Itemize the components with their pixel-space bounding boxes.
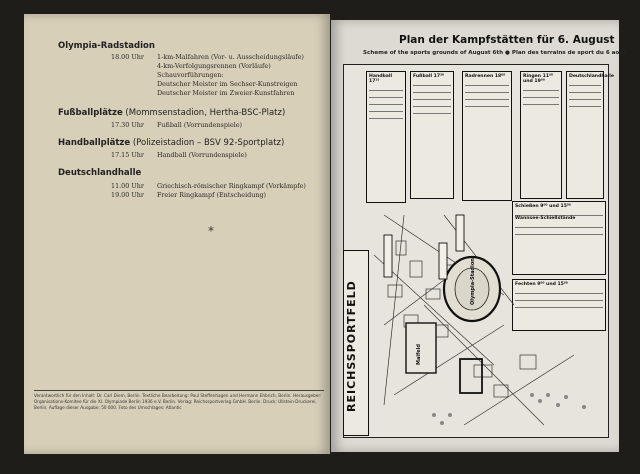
imprint-text: Verantwortlich für den Inhalt: Dr. Carl Diem, Berlin. Textliche Bearbeitung: Paul Steffenhagen und Hermann Ehbrich, Berlin. Herausgeber: Organisations-Komitee für die XI. Olympiade Berlin 1936 e.V. Berlin. Verlag: Reichssportverlag GmbH. Berlin. Druck: Ullstein-Druckerei, Berlin. Auflage dieser Ausgabe: 50 000. Foto des Umschlages: Atlantic <box>34 393 322 410</box>
map-box-radrennen: Radrennen 18⁰⁰ <box>462 71 512 201</box>
event-line: 1-km-Malfahren (Vor- u. Ausscheidungsläufe) <box>157 53 304 61</box>
event-time: 17.30 Uhr <box>111 121 144 129</box>
venue-title: Fußballplätze (Mommsenstadion, Hertha-BSC-Platz) <box>58 108 286 118</box>
event-line: Handball (Vorrundenspiele) <box>157 151 247 159</box>
map-box-ringen: Ringen 11⁰⁰ und 19⁰⁰ <box>520 71 562 199</box>
event-time: 11.00 Uhr <box>111 182 144 190</box>
event-line: Deutscher Meister im Zweier-Kunstfahren <box>157 89 295 97</box>
venue-title: Deutschlandhalle <box>58 168 142 178</box>
event-time: 19.00 Uhr <box>111 191 144 199</box>
left-page <box>24 14 330 454</box>
event-time: 18.00 Uhr <box>111 53 144 61</box>
asterisk-ornament: * <box>208 224 214 238</box>
event-line: Griechisch-römischer Ringkampf (Vorkämpfe) <box>157 182 306 190</box>
reichssportfeld-label: REICHSSPORTFELD <box>345 280 358 412</box>
event-line: Freier Ringkampf (Entscheidung) <box>157 191 267 199</box>
site-plan-drawing <box>344 65 610 439</box>
footer-divider <box>34 390 324 391</box>
map-box-fussball: Fußball 17³⁰ <box>410 71 454 199</box>
map-box-schiessen: Schießen 9⁰⁰ und 15⁰⁰ Wannsee-Schießstände <box>512 201 606 275</box>
maifeld-label: Maifeld <box>416 344 422 365</box>
map-box-deutschlandhalle: Deutschlandhalle <box>566 71 604 199</box>
venue-title: Handballplätze (Polizeistadion – BSV 92-Sportplatz) <box>58 138 285 148</box>
event-line: 4-km-Verfolgungsrennen (Vorläufe) <box>157 62 271 70</box>
venue-title: Olympia-Radstadion <box>58 41 155 51</box>
sports-grounds-map <box>343 64 614 438</box>
map-box-fechten: Fechten 9⁰⁰ und 15⁰⁰ <box>512 279 606 331</box>
map-subtitle: Scheme of the sports grounds of August 6th ● Plan des terrains de sport du 6 août <box>363 50 626 56</box>
event-line: Deutscher Meister im Sechser-Kunstreigen <box>157 80 298 88</box>
map-box-handball: Handball 17¹⁵ <box>366 71 406 203</box>
event-time: 17.15 Uhr <box>111 151 144 159</box>
event-line: Schauvorführungen: <box>157 71 224 79</box>
stadium-label: Olympia-Stadion <box>470 258 476 305</box>
map-title: Plan der Kampfstätten für 6. August <box>399 34 615 46</box>
right-page <box>331 20 626 452</box>
event-line: Fußball (Vorrundenspiele) <box>157 121 243 129</box>
